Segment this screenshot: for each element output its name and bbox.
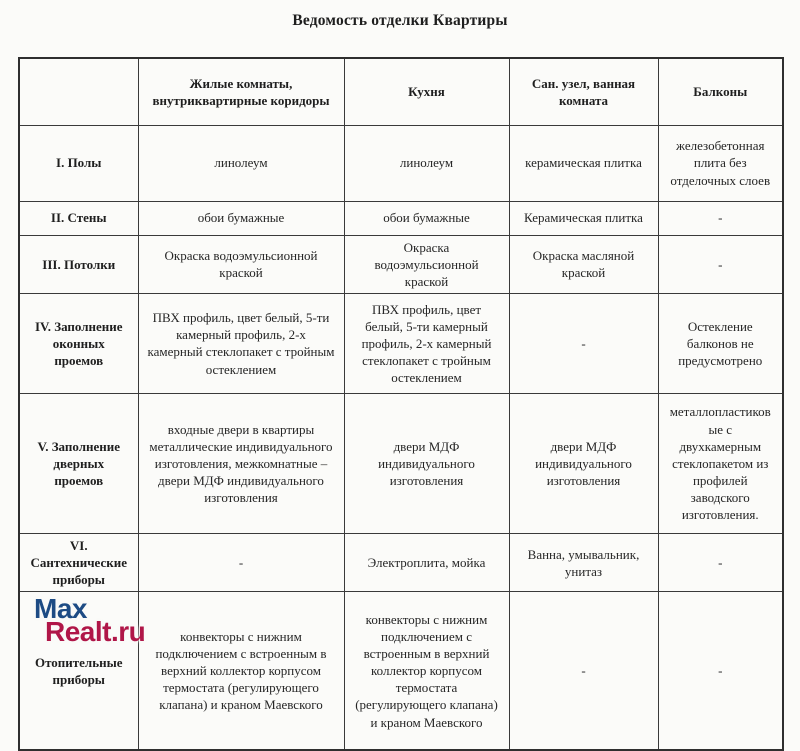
table-cell: металлопластиковые с двухкамерным стеклопакетом из профилей заводского изготовления. [658, 393, 783, 533]
row-label: II. Стены [19, 201, 138, 235]
table-row-door-openings [19, 393, 783, 533]
row-label: VI. Сантехнические приборы [19, 533, 138, 591]
table-cell: - [658, 592, 783, 750]
column-header-kitchen: Кухня [344, 58, 509, 125]
column-header-balconies: Балконы [658, 58, 783, 125]
row-label: IV. Заполнение оконных проемов [19, 293, 138, 393]
table-row-ceilings [19, 235, 783, 293]
table-cell: обои бумажные [344, 201, 509, 235]
table-cell: - [509, 293, 658, 393]
watermark-text-max: Max [34, 593, 87, 624]
table-cell: двери МДФ индивидуального изготовления [344, 393, 509, 533]
table-cell: ПВХ профиль, цвет белый, 5-ти камерный профиль, 2-х камерный стеклопакет с тройным остеклением [138, 293, 344, 393]
table-row-floors [19, 125, 783, 201]
table-cell: - [658, 201, 783, 235]
table-cell: керамическая плитка [509, 125, 658, 201]
table-row-sanitary-fixtures [19, 533, 783, 591]
table-cell: Электроплита, мойка [344, 533, 509, 591]
page-title: Ведомость отделки Квартиры [292, 12, 508, 29]
table-cell: Окраска водоэмульсионной краской [344, 235, 509, 293]
table-cell: ПВХ профиль, цвет белый, 5-ти камерный профиль, 2-х камерный стеклопакет с тройным остеклением [344, 293, 509, 393]
table-cell: - [138, 533, 344, 591]
table-row-walls [19, 201, 783, 235]
table-cell: входные двери в квартиры металлические индивидуального изготовления, межкомнатные – двери МДФ индивидуального изготовления [138, 393, 344, 533]
table-cell: конвекторы с нижним подключением с встроенным в верхний коллектор корпусом термостата (регулирующего клапана) и краном Маевского [138, 592, 344, 750]
table-cell: Керамическая плитка [509, 201, 658, 235]
row-label: III. Потолки [19, 235, 138, 293]
watermark-text-realt: Realt.ru [45, 615, 146, 647]
table-cell: Окраска водоэмульсионной краской [138, 235, 344, 293]
table-cell: - [509, 592, 658, 750]
table-cell: линолеум [344, 125, 509, 201]
finish-schedule-table [18, 57, 784, 751]
table-cell: конвекторы с нижним подключением с встроенным в верхний коллектор корпусом термостата (регулирующего клапана) и краном Маевского [344, 592, 509, 750]
row-label: I. Полы [19, 125, 138, 201]
table-cell: двери МДФ индивидуального изготовления [509, 393, 658, 533]
table-cell: - [658, 533, 783, 591]
table-row-window-openings [19, 293, 783, 393]
table-cell: Окраска масляной краской [509, 235, 658, 293]
table-cell: железобетонная плита без отделочных слоев [658, 125, 783, 201]
table-cell: Остекление балконов не предусмотрено [658, 293, 783, 393]
column-header-bathroom: Сан. узел, ванная комната [509, 58, 658, 125]
table-cell: Ванна, умывальник, унитаз [509, 533, 658, 591]
table-cell: - [658, 235, 783, 293]
column-header-empty [19, 58, 138, 125]
row-label: V. Заполнение дверных проемов [19, 393, 138, 533]
header-row [19, 58, 783, 125]
table-row-heating-devices [19, 592, 783, 750]
row-label: Отопительные приборы [19, 592, 138, 750]
table-cell: обои бумажные [138, 201, 344, 235]
column-header-living-rooms: Жилые комнаты, внутриквартирные коридоры [138, 58, 344, 125]
table-cell: линолеум [138, 125, 344, 201]
